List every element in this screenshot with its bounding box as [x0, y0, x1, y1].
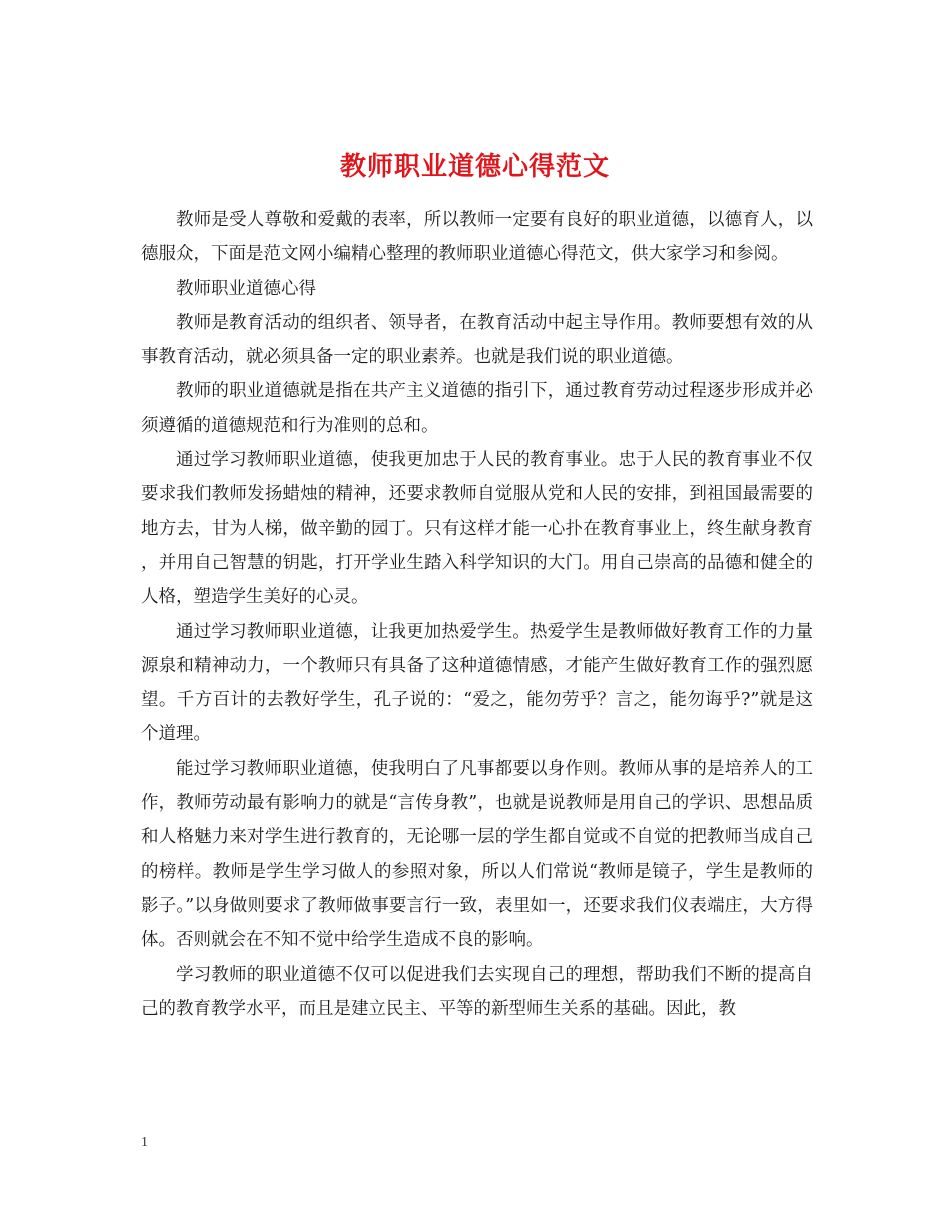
paragraph: 通过学习教师职业道德，让我更加热爱学生。热爱学生是教师做好教育工作的力量源泉和精神动力，一个教师只有具备了这种道德情感，才能产生做好教育工作的强烈愿望。千方百计的去教好学生，孔子说的：“爱之，能勿劳乎？言之，能勿诲乎?”就是这个道理。: [141, 621, 813, 745]
document-title: 教师职业道德心得范文: [339, 152, 610, 183]
paragraph: 能过学习教师职业道德，使我明白了凡事都要以身作则。教师从事的是培养人的工作，教师劳动最有影响力的就是“言传身教”，也就是说教师是用自己的学识、思想品质和人格魅力来对学生进行教育的，无论哪一层的学生都自觉或不自觉的把教师当成自己的榜样。教师是学生学习做人的参照对象，所以人们常说“教师是镜子，学生是教师的影子。”以身做则要求了教师做事要言行一致，表里如一，还要求我们仪表端庄，大方得体。否则就会在不知不觉中给学生造成不良的影响。: [141, 758, 813, 951]
page-number: 1: [141, 1135, 148, 1150]
paragraph: 学习教师的职业道德不仅可以促进我们去实现自己的理想，帮助我们不断的提高自己的教育教学水平，而且是建立民主、平等的新型师生关系的基础。因此，教: [141, 964, 813, 1019]
paragraph: 教师的职业道德就是指在共产主义道德的指引下，通过教育劳动过程逐步形成并必须遵循的道德规范和行为准则的总和。: [141, 381, 813, 436]
section-heading: 教师职业道德心得: [176, 278, 316, 299]
paragraph: 通过学习教师职业道德，使我更加忠于人民的教育事业。忠于人民的教育事业不仅要求我们教师发扬蜡烛的精神，还要求教师自觉服从党和人民的安排，到祖国最需要的地方去，甘为人梯，做辛勤的园丁。只有这样才能一心扑在教育事业上，终生献身教育，并用自己智慧的钥匙，打开学业生踏入科学知识的大门。用自己崇高的品德和健全的人格，塑造学生美好的心灵。: [141, 450, 813, 608]
document-body: [141, 203, 813, 1026]
paragraph-intro: 教师是受人尊敬和爱戴的表率，所以教师一定要有良好的职业道德，以德育人，以德服众，下面是范文网小编精心整理的教师职业道德心得范文，供大家学习和参阅。: [141, 210, 813, 265]
paragraph: 教师是教育活动的组织者、领导者，在教育活动中起主导作用。教师要想有效的从事教育活动，就必须具备一定的职业素养。也就是我们说的职业道德。: [141, 312, 813, 368]
